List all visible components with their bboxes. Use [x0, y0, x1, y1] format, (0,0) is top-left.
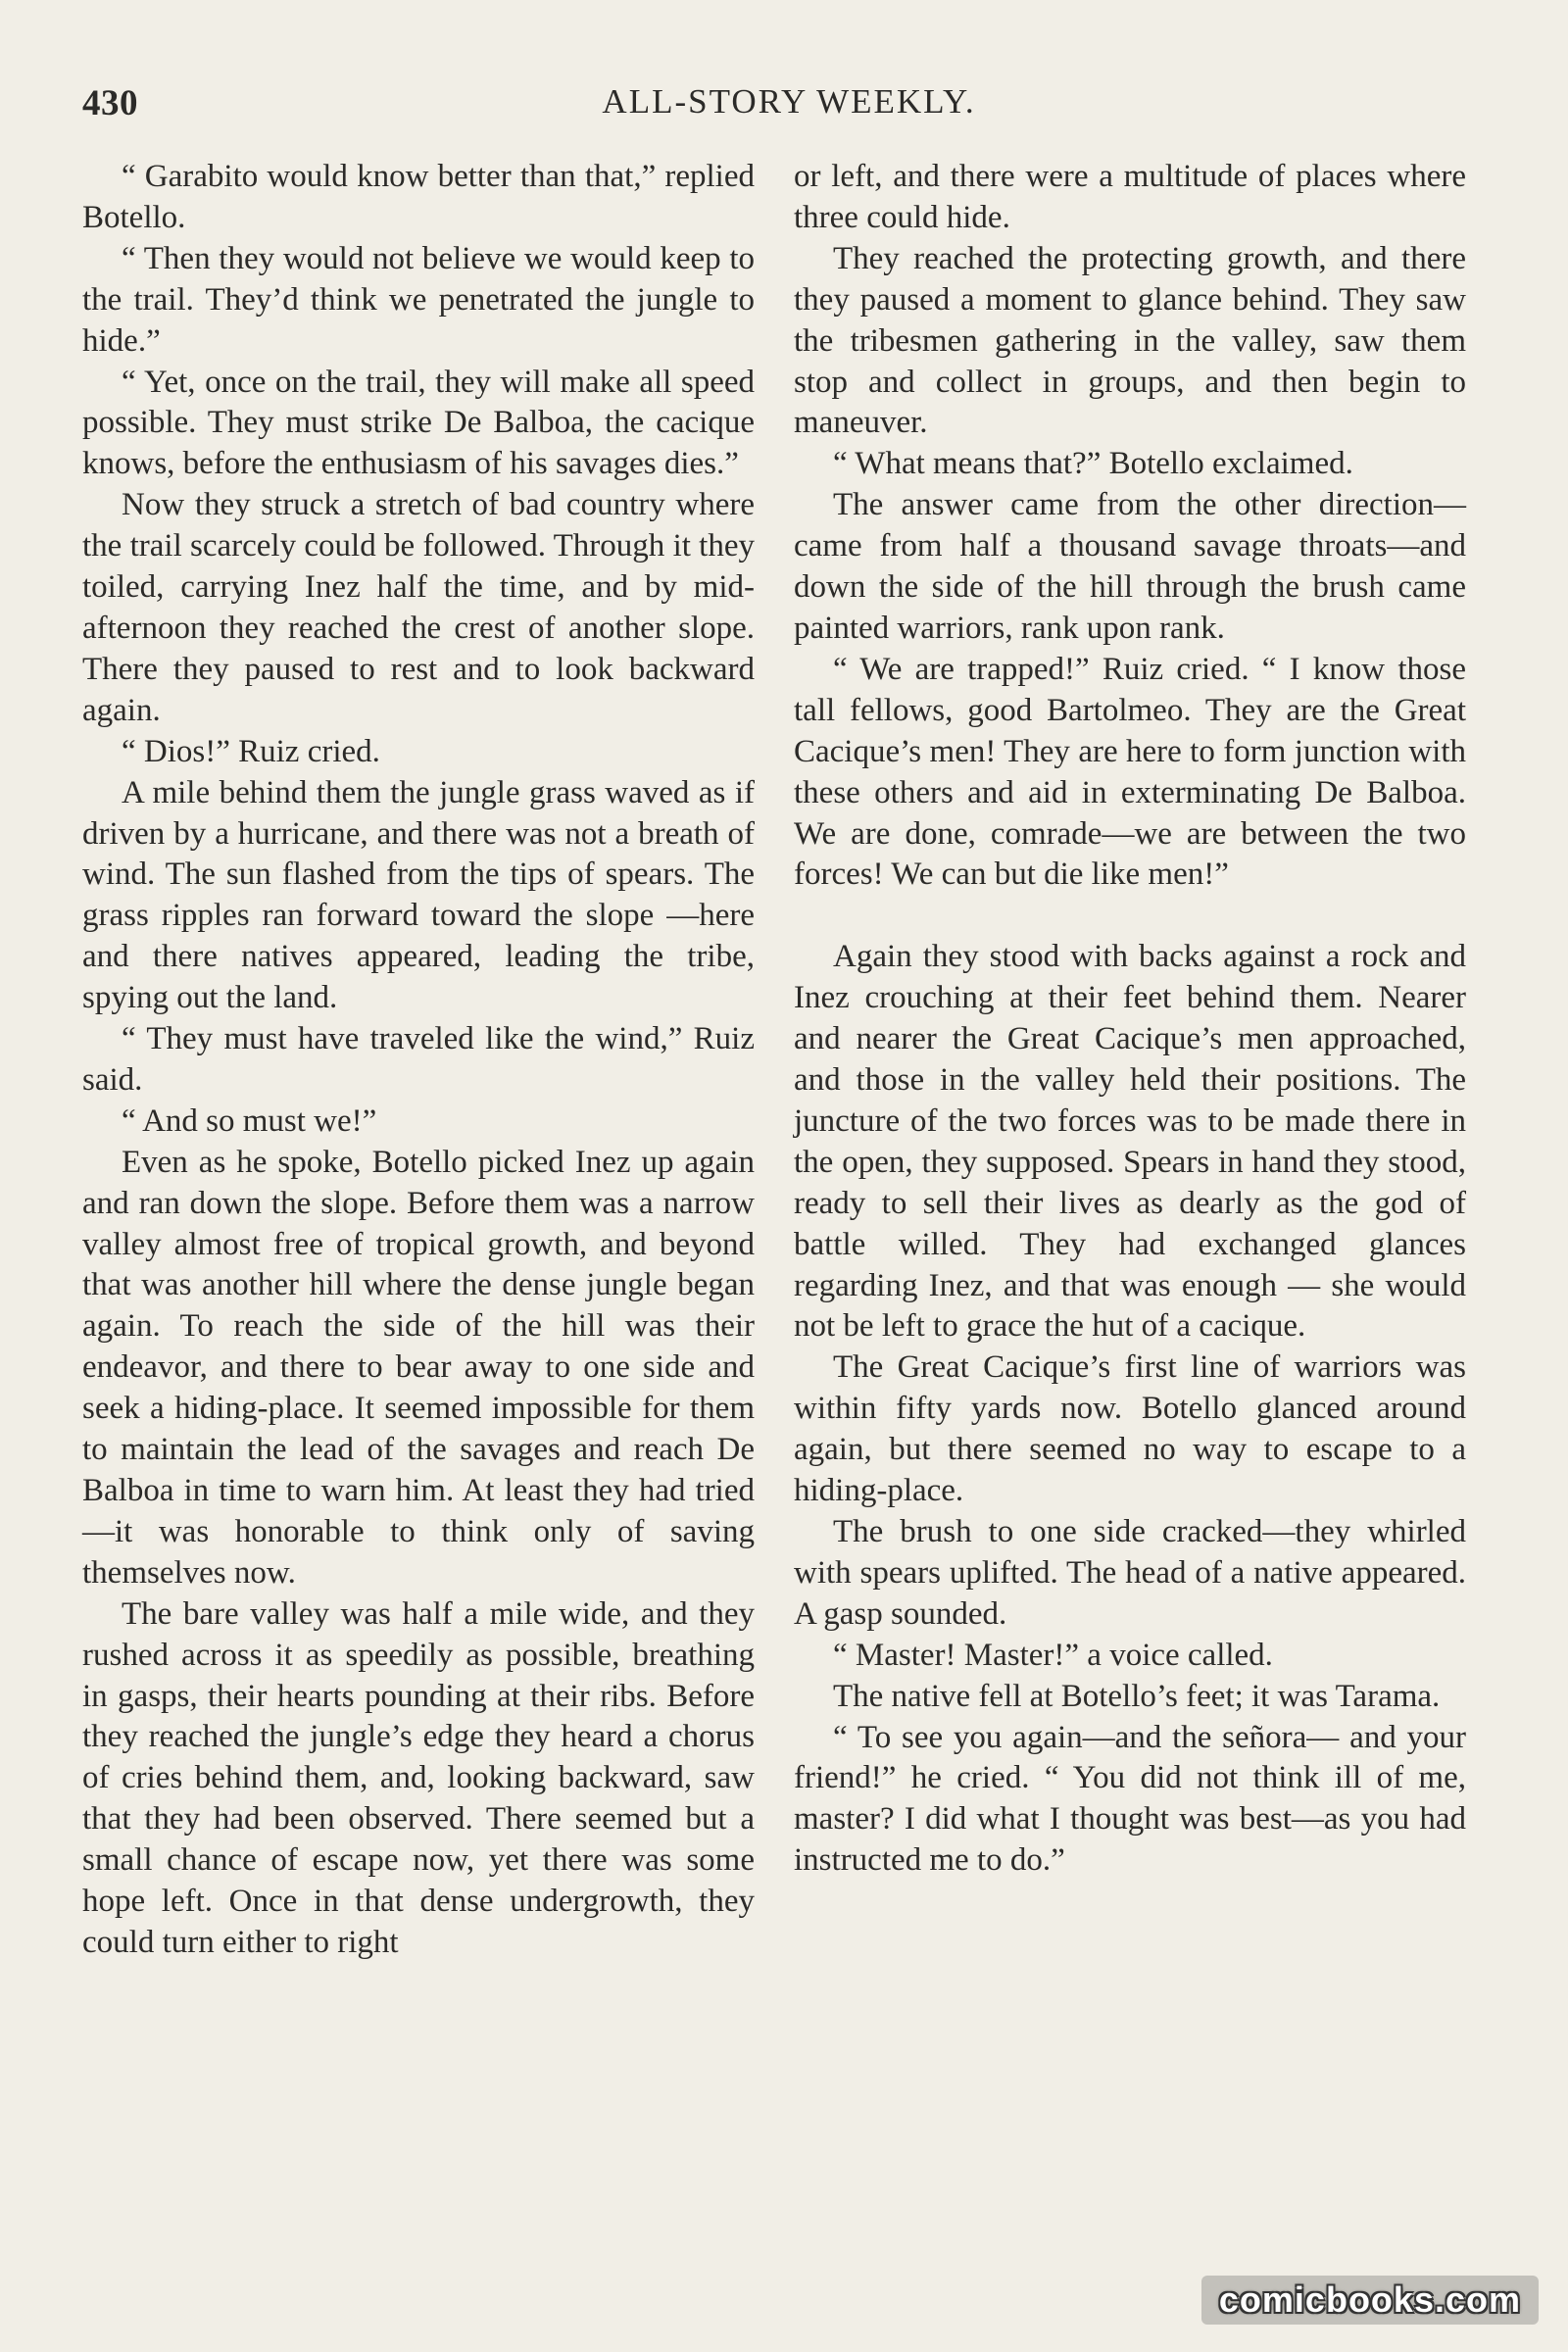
paragraph: “ What means that?” Botello exclaimed. [833, 446, 1353, 482]
paragraph: “ Dios!” Ruiz cried. [122, 733, 380, 769]
paragraph: “ Then they would not believe we would keep to the trail. They’d think we penetrated the jungle to hide.” [82, 240, 755, 359]
paragraph: “ Master! Master!” a voice called. [833, 1637, 1273, 1673]
paragraph: The native fell at Botello’s feet; it was Tarama. [833, 1678, 1441, 1714]
paragraph: “ Garabito would know better than that,” replied Botello. [82, 159, 755, 235]
paragraph: A mile behind them the jungle grass waved as if driven by a hurricane, and there was not a breath of wind. The sun flashed from the tips of spears. The grass ripples ran forward toward the slope —here and there natives appeared, leading the tribe, spying out the land. [82, 774, 755, 1016]
paragraph: Now they struck a stretch of bad country where the trail scarcely could be followed. Through it they toiled, carrying Inez half the time, and by mid-afternoon they reached the crest of another slope. There they paused to rest and to look backward again. [82, 487, 755, 728]
paragraph: or left, and there were a multitude of places where three could hide. [794, 159, 1466, 235]
paragraph: The bare valley was half a mile wide, and they rushed across it as speedily as possible, breathing in gasps, their hearts pounding at their ribs. Before they reached the jungle’s edge they heard a chorus of cries behind them, and, looking backward, saw that they had been observed. There seemed but a small chance of escape now, yet there was some hope left. Once in that dense undergrowth, they could turn either to right [82, 1595, 755, 1960]
paragraph: The Great Cacique’s first line of warriors was within fifty yards now. Botello glanced around again, but there seemed no way to escape to a hiding-place. [794, 1349, 1466, 1509]
paragraph: “ They must have traveled like the wind,” Ruiz said. [82, 1021, 755, 1098]
page-header [82, 82, 1466, 131]
paragraph: “ Yet, once on the trail, they will make all speed possible. They must strike De Balboa, the cacique knows, before the enthusiasm of his savages dies.” [82, 364, 755, 482]
right-column [794, 157, 1466, 1882]
paragraph: “ We are trapped!” Ruiz cried. “ I know those tall fellows, good Bartolmeo. They are the Great Cacique’s men! They are here to form junction with these others and aid in exterminating De Balboa. We are done, comrade—we are between the two forces! We can but die like men!” [794, 651, 1466, 893]
running-title: ALL-STORY WEEKLY. [602, 82, 976, 121]
paragraph: “ And so must we!” [122, 1102, 377, 1139]
paragraph: “ To see you again—and the señora— and your friend!” he cried. “ You did not think ill of me, master? I did what I thought was best—as you had instructed me to do.” [794, 1719, 1466, 1879]
paragraph: The answer came from the other direction—came from half a thousand savage throats—and down the side of the hill through the brush came painted warriors, rank upon rank. [794, 487, 1466, 646]
paragraph: Again they stood with backs against a rock and Inez crouching at their feet behind them. Nearer and nearer the Great Cacique’s men approached, and those in the valley held their positions. The juncture of the two forces was to be made there in the open, they supposed. Spears in hand they stood, ready to sell their lives as dearly as the god of battle willed. They had exchanged glances regarding Inez, and that was enough — she would not be left to grace the hut of a cacique. [794, 939, 1466, 1345]
paragraph: The brush to one side cracked—they whirled with spears uplifted. The head of a native appeared. A gasp sounded. [794, 1514, 1466, 1632]
paragraph: They reached the protecting growth, and there they paused a moment to glance behind. They saw the tribesmen gathering in the valley, saw them stop and collect in groups, and then begin to maneuver. [794, 240, 1466, 441]
left-column [82, 157, 755, 1964]
paragraph: Even as he spoke, Botello picked Inez up again and ran down the slope. Before them was a narrow valley almost free of tropical growth, and beyond that was another hill where the dense jungle began again. To reach the side of the hill was their endeavor, and there to bear away to one side and seek a hiding-place. It seemed impossible for them to maintain the lead of the savages and reach De Balboa in time to warn him. At least they had tried—it was honorable to think only of saving themselves now. [82, 1144, 755, 1591]
page-number: 430 [82, 83, 138, 123]
watermark-logo: comicbooks.com [1201, 2276, 1539, 2325]
